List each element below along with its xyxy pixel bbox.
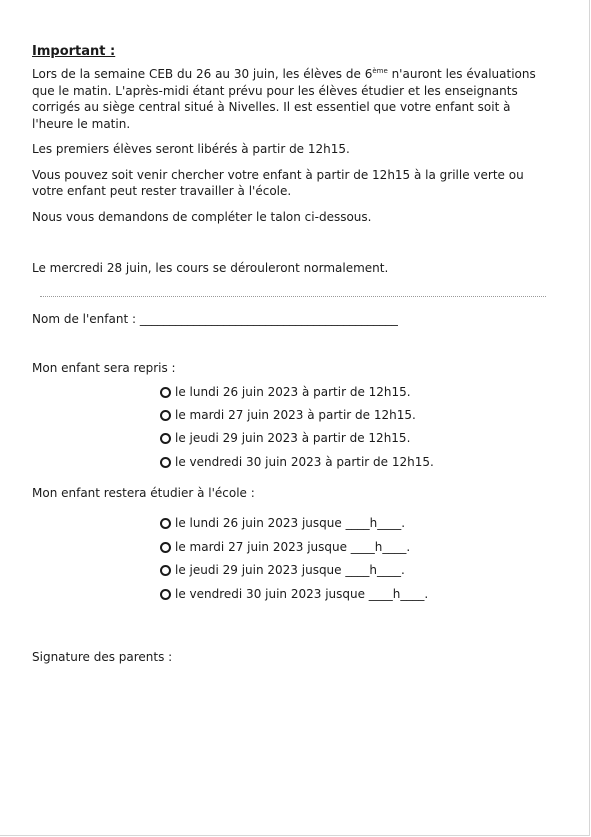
release-time-paragraph: Les premiers élèves seront libérés à partir de 12h15. <box>32 142 350 156</box>
intro-paragraph <box>32 66 552 132</box>
wednesday-note: Le mercredi 28 juin, les cours se dérouleront normalement. <box>32 261 389 275</box>
radio-circle-icon[interactable] <box>160 457 171 468</box>
radio-circle-icon[interactable] <box>160 589 171 600</box>
stay-option-monday[interactable] <box>160 516 405 530</box>
radio-circle-icon[interactable] <box>160 433 171 444</box>
page-title: Important : <box>32 44 116 59</box>
option-label: le jeudi 29 juin 2023 à partir de 12h15. <box>175 431 411 445</box>
notice-body <box>32 44 552 234</box>
option-label: le mardi 27 juin 2023 à partir de 12h15. <box>175 408 416 422</box>
stay-option-tuesday[interactable] <box>160 540 410 554</box>
stay-option-thursday[interactable] <box>160 563 405 577</box>
pickup-option-friday[interactable] <box>160 455 434 469</box>
pickup-option-monday[interactable] <box>160 385 411 399</box>
cut-line-divider <box>40 296 546 297</box>
pickup-option-tuesday[interactable] <box>160 408 416 422</box>
stay-option-friday[interactable] <box>160 587 428 601</box>
child-name-row <box>32 312 398 326</box>
pickup-label: Mon enfant sera repris : <box>32 361 176 375</box>
option-label: le mardi 27 juin 2023 jusque ____h____. <box>175 540 411 554</box>
option-label: le vendredi 30 juin 2023 à partir de 12h15. <box>175 455 434 469</box>
option-label: le lundi 26 juin 2023 à partir de 12h15. <box>175 385 411 399</box>
signature-label: Signature des parents : <box>32 650 173 664</box>
option-label: le lundi 26 juin 2023 jusque ____h____. <box>175 516 406 530</box>
option-label: le vendredi 30 juin 2023 jusque ____h____. <box>175 587 429 601</box>
complete-form-paragraph: Nous vous demandons de compléter le talon ci-dessous. <box>32 209 372 224</box>
radio-circle-icon[interactable] <box>160 518 171 529</box>
stay-label: Mon enfant restera étudier à l'école : <box>32 486 255 500</box>
ordinal-superscript: ème <box>372 67 388 75</box>
intro-text-end: n'auront les évaluations que le matin. L'après-midi étant prévu pour les élèves étudier et les enseignants corrigés au siège central situé à Nivelles. Il est essentiel que votre enfant soit à l'heure le matin. <box>32 67 536 131</box>
intro-text-start: Lors de la semaine CEB du 26 au 30 juin, les élèves de 6 <box>32 67 373 81</box>
option-label: le jeudi 29 juin 2023 jusque ____h____. <box>175 563 405 577</box>
child-name-field[interactable]: ___________________________________________ <box>139 312 398 326</box>
radio-circle-icon[interactable] <box>160 410 171 421</box>
child-name-label: Nom de l'enfant : <box>32 312 140 326</box>
pickup-info-paragraph: Vous pouvez soit venir chercher votre enfant à partir de 12h15 à la grille verte ou votre enfant peut rester travailler à l'école. <box>32 167 524 198</box>
radio-circle-icon[interactable] <box>160 565 171 576</box>
radio-circle-icon[interactable] <box>160 542 171 553</box>
radio-circle-icon[interactable] <box>160 387 171 398</box>
pickup-option-thursday[interactable] <box>160 431 410 445</box>
